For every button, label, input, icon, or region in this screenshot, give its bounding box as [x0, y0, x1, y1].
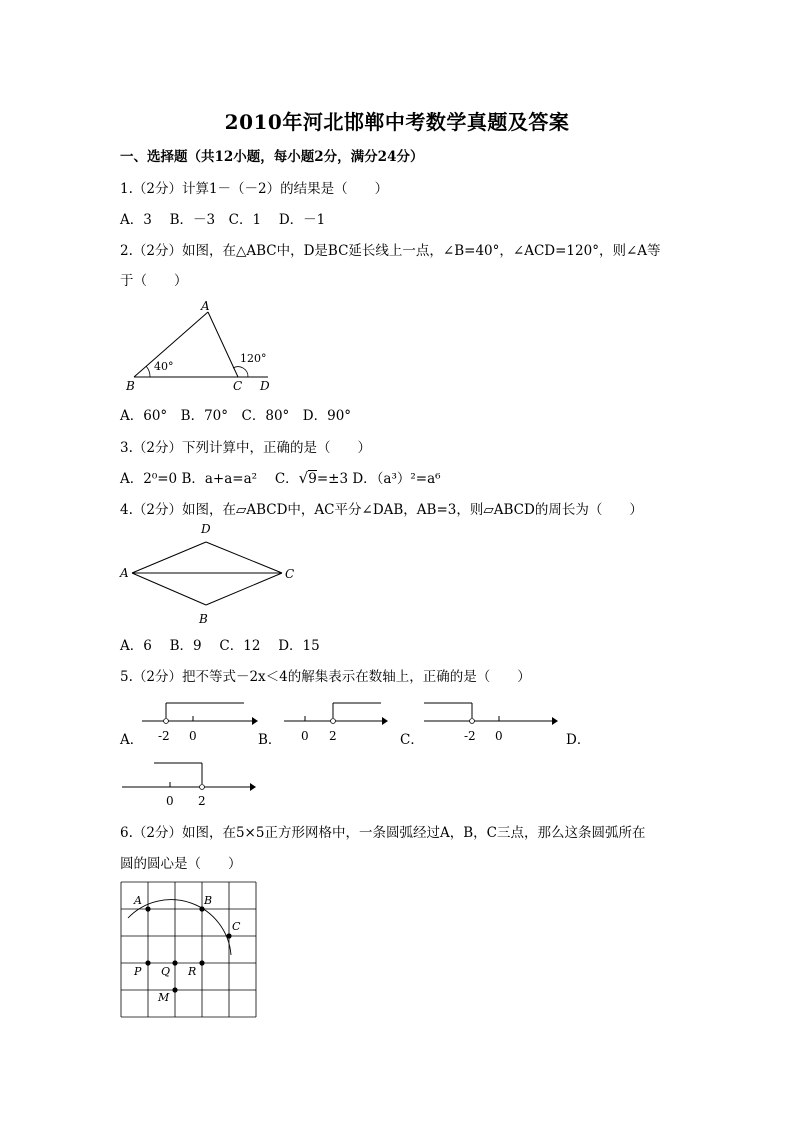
point-p-label: P — [134, 965, 142, 978]
question-3-stem: 3.（2分）下列计算中，正确的是（ ） — [120, 440, 371, 456]
question-3-options — [120, 467, 441, 487]
point-b-label: B — [204, 894, 213, 907]
question-4-stem: 4.（2分）如图，在▱ABCD中，AC平分∠DAB，AB=3，则▱ABCD的周长为（ ） — [120, 502, 643, 518]
question-3-opt-ab: A．2⁰=0 B．a+a=a² C． — [120, 471, 299, 487]
option-a-label: A． — [120, 732, 144, 748]
sqrt-sign: √ — [298, 469, 309, 487]
tick-0: 0 — [189, 729, 197, 743]
point-q-label: Q — [161, 965, 171, 978]
grid-figure — [118, 880, 260, 1020]
number-line-a — [136, 696, 256, 746]
page-title: 2010年河北邯郸中考数学真题及答案 — [224, 110, 570, 134]
tick-neg2: -2 — [158, 729, 170, 743]
point-c-label: C — [232, 920, 241, 933]
question-5-stem: 5.（2分）把不等式－2x＜4的解集表示在数轴上，正确的是（ ） — [120, 669, 531, 685]
point-r-label: R — [188, 965, 197, 978]
section-heading: 一、选择题（共12小题，每小题2分，满分24分） — [120, 149, 424, 165]
number-line-c — [418, 696, 563, 746]
number-line-d — [118, 756, 263, 806]
label-b: B — [199, 612, 208, 626]
option-b-label: B． — [258, 732, 282, 748]
label-a: A — [120, 566, 129, 580]
label-a: A — [201, 299, 210, 313]
number-line-b — [278, 696, 398, 746]
parallelogram-figure — [118, 520, 308, 630]
label-b: B — [126, 379, 135, 393]
tick-0: 0 — [301, 729, 309, 743]
triangle-figure — [120, 298, 280, 398]
tick-0: 0 — [166, 794, 174, 808]
question-2-stem-cont: 于（ ） — [120, 273, 188, 289]
point-m-label: M — [158, 991, 170, 1004]
sqrt-argument: 9 — [308, 471, 317, 487]
question-1-options: A．3 B．－3 C．1 D．－1 — [120, 212, 326, 228]
label-d: D — [201, 522, 211, 536]
question-2-options: A．60° B．70° C．80° D．90° — [120, 408, 352, 424]
question-1-stem: 1.（2分）计算1－（－2）的结果是（ ） — [120, 181, 389, 197]
point-a-label: A — [134, 894, 142, 907]
tick-0: 0 — [495, 729, 503, 743]
label-d: D — [260, 379, 270, 393]
question-6-stem: 6.（2分）如图，在5×5正方形网格中，一条圆弧经过A，B，C三点，那么这条圆弧所在 — [120, 825, 646, 841]
angle-c-label: 120° — [240, 352, 267, 365]
question-3-opt-cd: =±3 D．（a³）²=a⁶ — [316, 471, 441, 487]
label-c: C — [233, 379, 243, 393]
label-c: C — [285, 567, 295, 581]
tick-2: 2 — [329, 729, 337, 743]
question-6-stem-cont: 圆的圆心是（ ） — [120, 856, 242, 872]
question-4-options: A．6 B．9 C．12 D．15 — [120, 638, 320, 654]
question-2-stem: 2.（2分）如图，在△ABC中，D是BC延长线上一点，∠B=40°，∠ACD=120°，则∠A等 — [120, 243, 661, 259]
tick-neg2: -2 — [464, 729, 476, 743]
option-c-label: C． — [400, 732, 424, 748]
tick-2: 2 — [198, 794, 206, 808]
angle-b-label: 40° — [154, 360, 174, 373]
option-d-label: D． — [566, 732, 591, 748]
